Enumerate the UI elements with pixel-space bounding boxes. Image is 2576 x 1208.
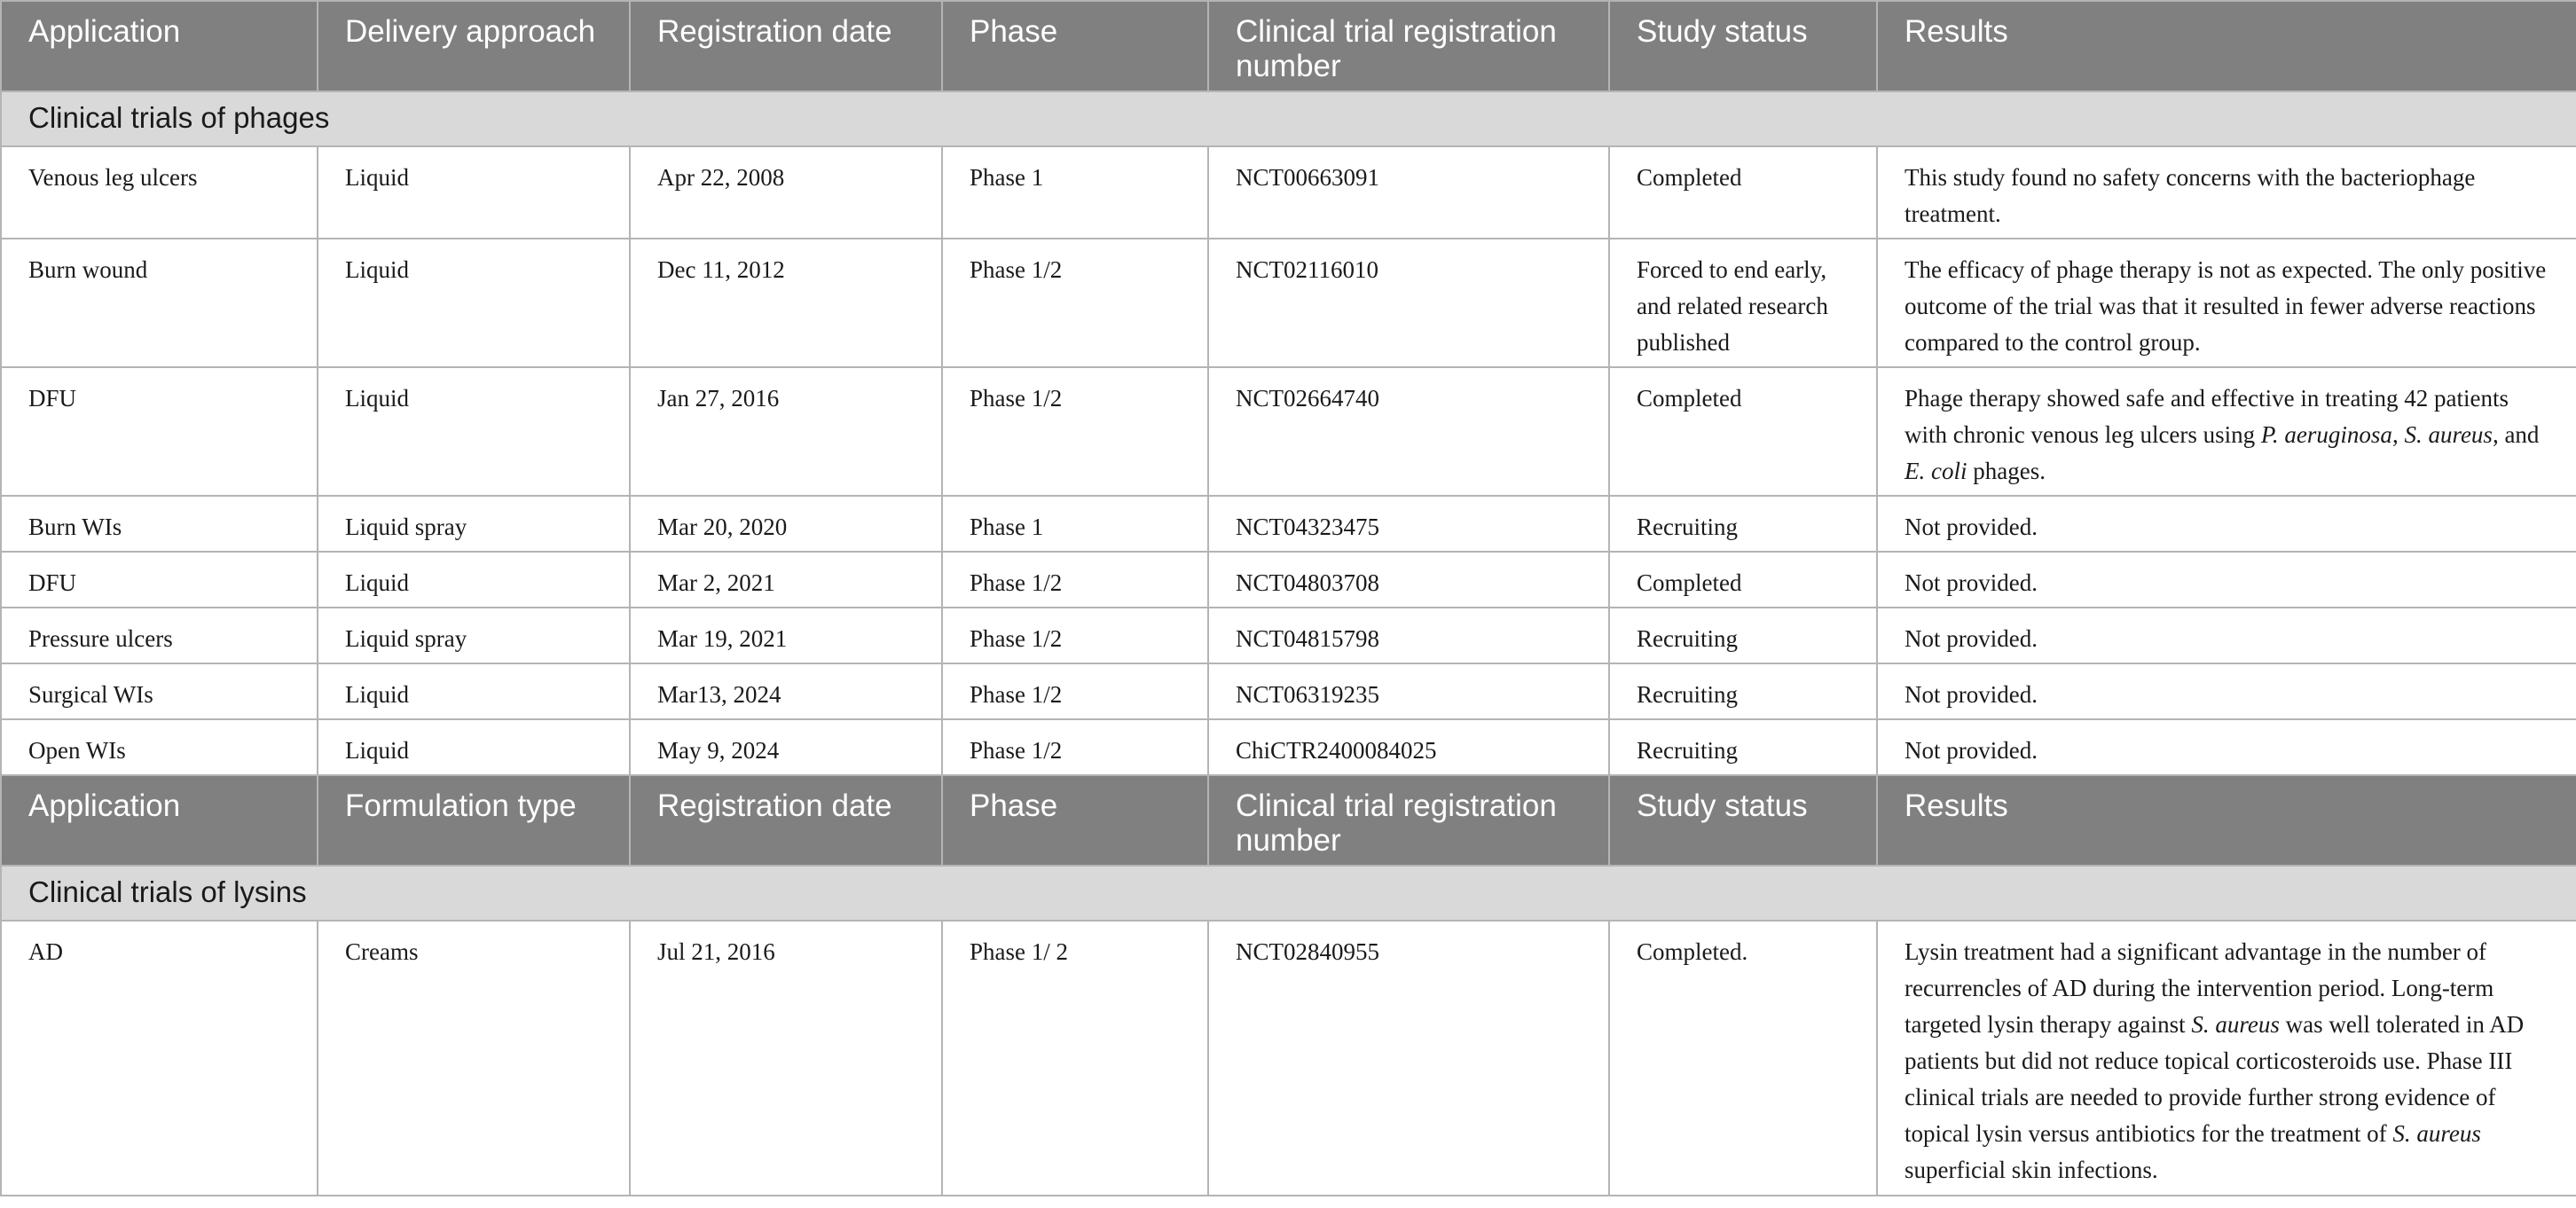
- cell-status: Forced to end early, and related research published: [1609, 239, 1877, 367]
- cell-status: Completed: [1609, 146, 1877, 239]
- cell-delivery: Liquid: [318, 367, 630, 496]
- section-row-phages: [1, 91, 2576, 146]
- cell-results: The efficacy of phage therapy is not as expected. The only positive outcome of the trial was that it resulted in fewer adverse reactions compared to the control group.: [1877, 239, 2576, 367]
- cell-date: Jul 21, 2016: [630, 921, 942, 1196]
- cell-phase: Phase 1: [942, 146, 1208, 239]
- cell-number: NCT06319235: [1208, 663, 1609, 719]
- cell-application: Open WIs: [1, 719, 318, 775]
- table-row: [1, 239, 2576, 367]
- column-header-registration-date: Registration date: [630, 1, 942, 91]
- cell-number: NCT04815798: [1208, 608, 1609, 663]
- table-header-row-lysins: [1, 775, 2576, 866]
- column-header-application: Application: [1, 775, 318, 866]
- column-header-study-status: Study status: [1609, 1, 1877, 91]
- column-header-phase: Phase: [942, 1, 1208, 91]
- cell-number: NCT00663091: [1208, 146, 1609, 239]
- cell-phase: Phase 1/2: [942, 663, 1208, 719]
- cell-results: Not provided.: [1877, 719, 2576, 775]
- table-row: [1, 608, 2576, 663]
- cell-phase: Phase 1/2: [942, 552, 1208, 608]
- table-row: [1, 663, 2576, 719]
- table-row: [1, 146, 2576, 239]
- cell-results: This study found no safety concerns with the bacteriophage treatment.: [1877, 146, 2576, 239]
- cell-delivery: Liquid spray: [318, 496, 630, 552]
- cell-phase: Phase 1/2: [942, 719, 1208, 775]
- column-header-study-status: Study status: [1609, 775, 1877, 866]
- table-row: [1, 367, 2576, 496]
- cell-delivery: Liquid: [318, 239, 630, 367]
- cell-status: Recruiting: [1609, 608, 1877, 663]
- column-header-delivery-approach: Delivery approach: [318, 1, 630, 91]
- cell-status: Recruiting: [1609, 719, 1877, 775]
- table-row: [1, 921, 2576, 1196]
- cell-application: Burn wound: [1, 239, 318, 367]
- cell-date: Mar13, 2024: [630, 663, 942, 719]
- cell-results: Not provided.: [1877, 608, 2576, 663]
- column-header-registration-number: Clinical trial registration number: [1208, 775, 1609, 866]
- cell-number: ChiCTR2400084025: [1208, 719, 1609, 775]
- cell-phase: Phase 1/2: [942, 367, 1208, 496]
- cell-date: Dec 11, 2012: [630, 239, 942, 367]
- cell-delivery: Liquid spray: [318, 608, 630, 663]
- section-title-lysins: Clinical trials of lysins: [1, 866, 2576, 921]
- cell-application: Surgical WIs: [1, 663, 318, 719]
- section-row-lysins: [1, 866, 2576, 921]
- cell-status: Recruiting: [1609, 496, 1877, 552]
- cell-status: Completed: [1609, 367, 1877, 496]
- cell-application: AD: [1, 921, 318, 1196]
- column-header-registration-date: Registration date: [630, 775, 942, 866]
- cell-phase: Phase 1/ 2: [942, 921, 1208, 1196]
- cell-results: Lysin treatment had a significant advantage in the number of recurrencles of AD during the intervention period. Long-term targeted lysin therapy against S. aureus was well tolerated in AD patients but did not reduce topical corticosteroids use. Phase III clinical trials are needed to provide further strong evidence of topical lysin versus antibiotics for the treatment of S. aureus superficial skin infections.: [1877, 921, 2576, 1196]
- cell-status: Completed.: [1609, 921, 1877, 1196]
- cell-delivery: Liquid: [318, 719, 630, 775]
- cell-delivery: Liquid: [318, 663, 630, 719]
- cell-status: Completed: [1609, 552, 1877, 608]
- section-title-phages: Clinical trials of phages: [1, 91, 2576, 146]
- cell-results: Phage therapy showed safe and effective in treating 42 patients with chronic venous leg ulcers using P. aeruginosa, S. aureus, and E. coli phages.: [1877, 367, 2576, 496]
- cell-date: May 9, 2024: [630, 719, 942, 775]
- table-header-row-phages: [1, 1, 2576, 91]
- cell-number: NCT04803708: [1208, 552, 1609, 608]
- cell-number: NCT02840955: [1208, 921, 1609, 1196]
- cell-date: Mar 20, 2020: [630, 496, 942, 552]
- column-header-formulation-type: Formulation type: [318, 775, 630, 866]
- cell-date: Jan 27, 2016: [630, 367, 942, 496]
- cell-number: NCT02116010: [1208, 239, 1609, 367]
- cell-number: NCT02664740: [1208, 367, 1609, 496]
- cell-date: Mar 19, 2021: [630, 608, 942, 663]
- cell-results: Not provided.: [1877, 552, 2576, 608]
- cell-application: Venous leg ulcers: [1, 146, 318, 239]
- cell-results: Not provided.: [1877, 663, 2576, 719]
- cell-application: Pressure ulcers: [1, 608, 318, 663]
- column-header-phase: Phase: [942, 775, 1208, 866]
- cell-application: DFU: [1, 367, 318, 496]
- cell-formulation: Creams: [318, 921, 630, 1196]
- cell-date: Apr 22, 2008: [630, 146, 942, 239]
- cell-phase: Phase 1: [942, 496, 1208, 552]
- table-row: [1, 719, 2576, 775]
- column-header-results: Results: [1877, 1, 2576, 91]
- cell-date: Mar 2, 2021: [630, 552, 942, 608]
- cell-results: Not provided.: [1877, 496, 2576, 552]
- column-header-results: Results: [1877, 775, 2576, 866]
- table-row: [1, 552, 2576, 608]
- cell-phase: Phase 1/2: [942, 608, 1208, 663]
- cell-phase: Phase 1/2: [942, 239, 1208, 367]
- cell-status: Recruiting: [1609, 663, 1877, 719]
- column-header-application: Application: [1, 1, 318, 91]
- table-row: [1, 496, 2576, 552]
- column-header-registration-number: Clinical trial registration number: [1208, 1, 1609, 91]
- cell-application: DFU: [1, 552, 318, 608]
- cell-delivery: Liquid: [318, 146, 630, 239]
- cell-application: Burn WIs: [1, 496, 318, 552]
- cell-number: NCT04323475: [1208, 496, 1609, 552]
- cell-delivery: Liquid: [318, 552, 630, 608]
